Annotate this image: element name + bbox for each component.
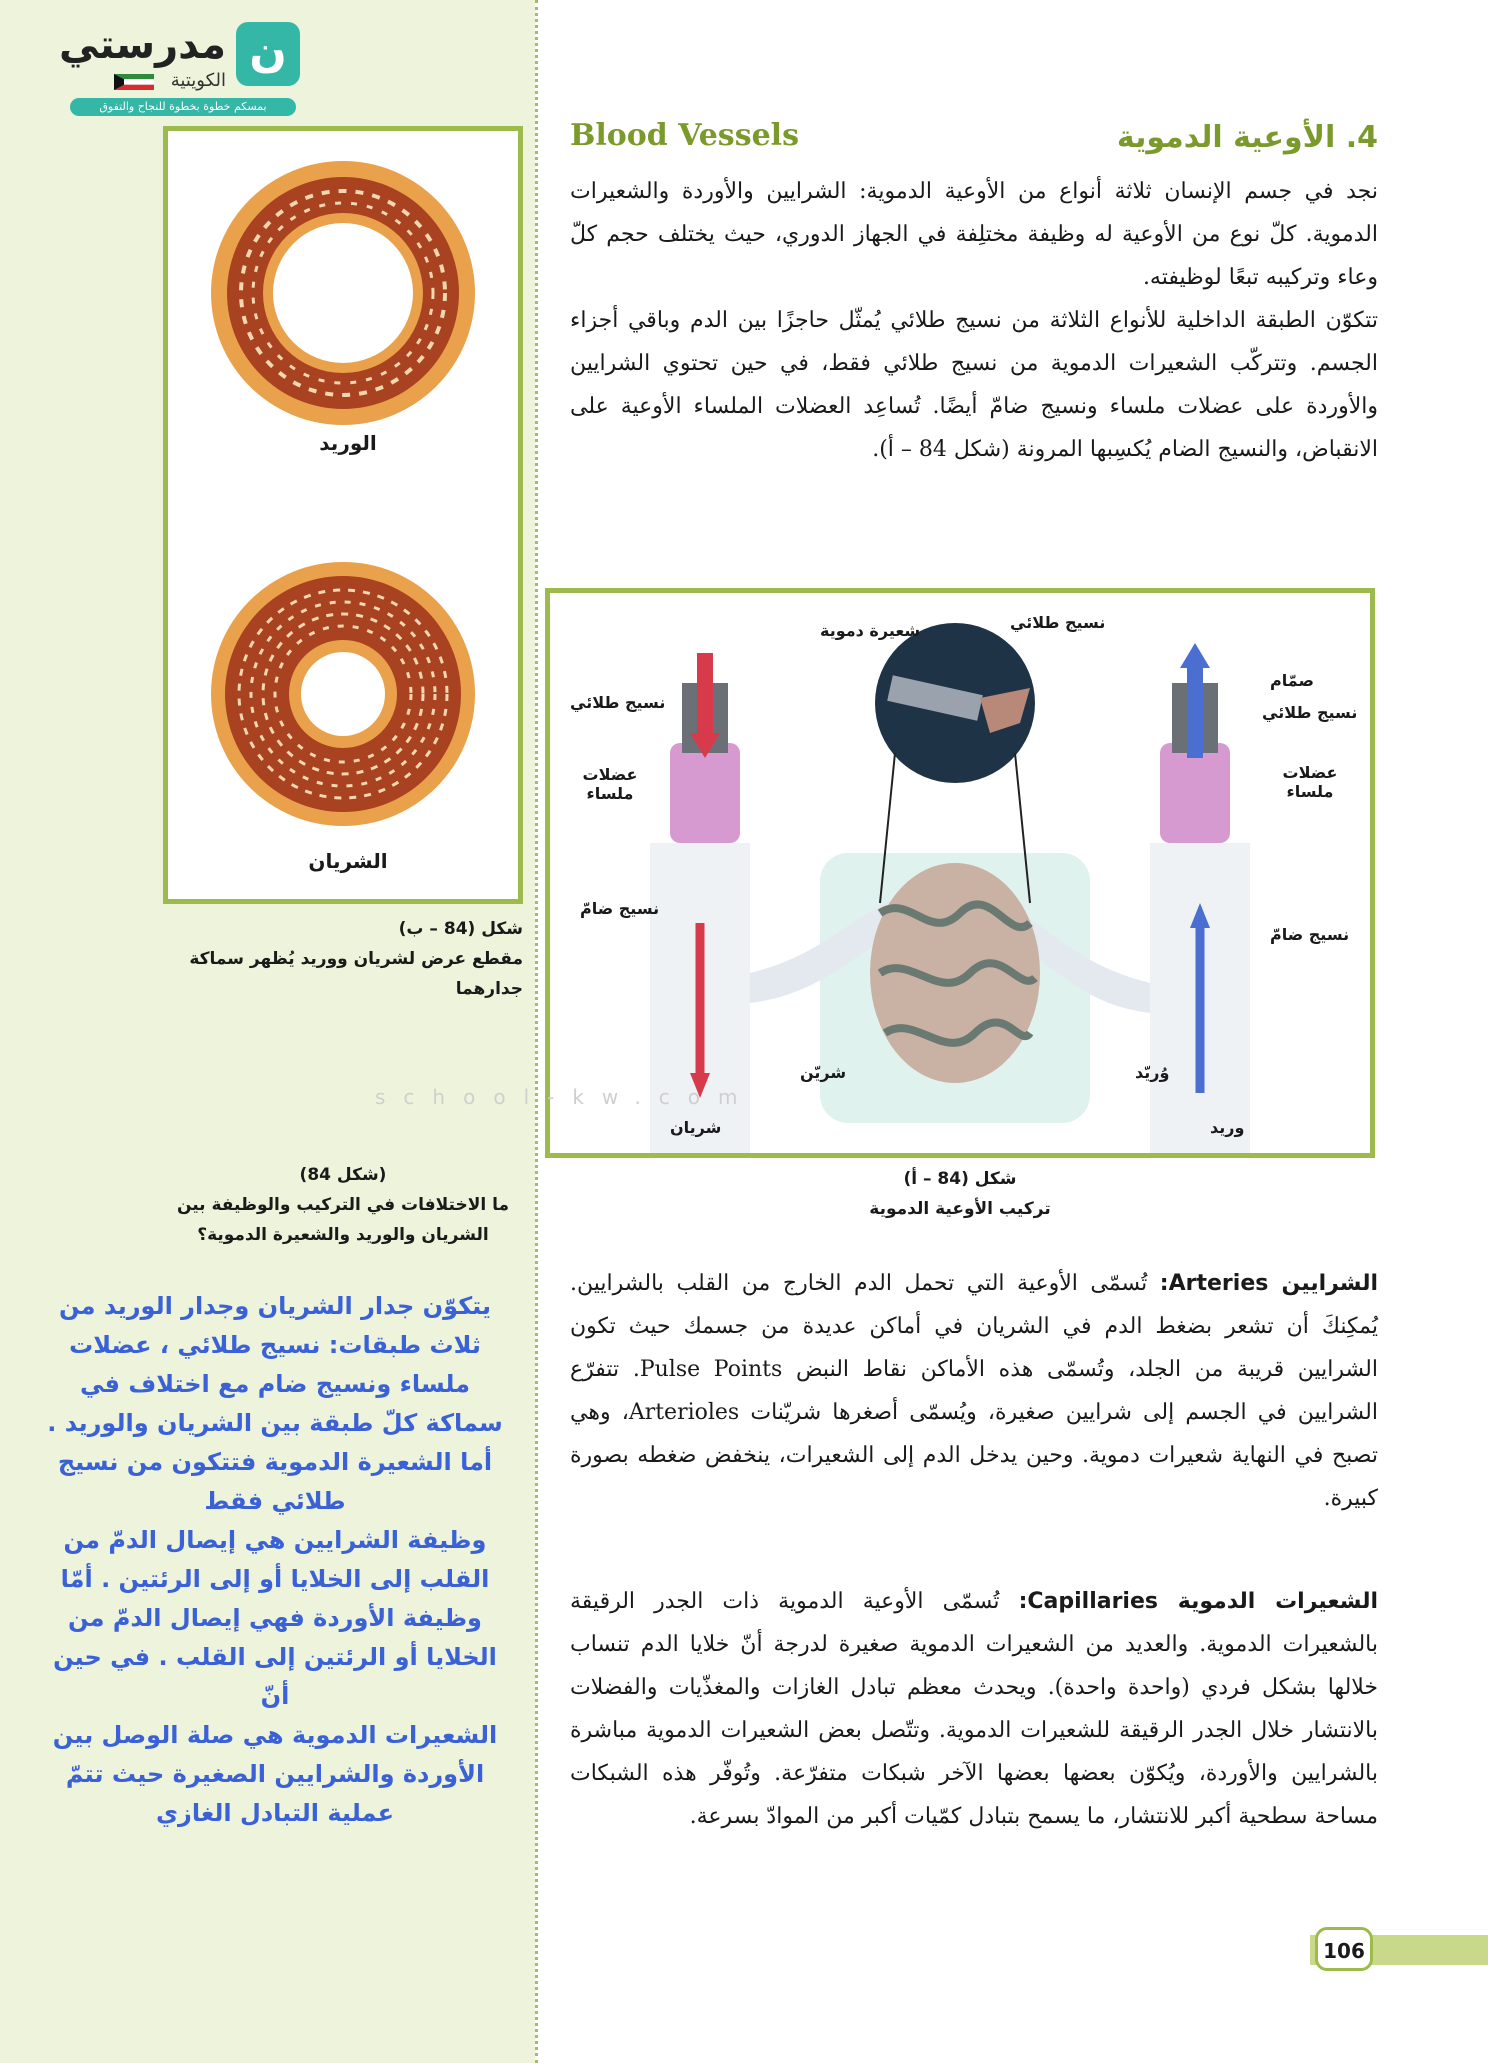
watermark-text: school-kw.com — [375, 1085, 756, 1109]
capillaries-paragraph — [570, 1580, 1378, 1838]
label-epithelial-left: نسيج طلائي — [570, 693, 666, 712]
figure-84b-caption-text: مقطع عرض لشريان ووريد يُظهر سماكة جدارهما — [189, 949, 523, 999]
label-connective-right: نسيج ضامّ — [1270, 925, 1350, 944]
arteries-paragraph — [570, 1262, 1378, 1520]
label-epithelial-top: نسيج طلائي — [1010, 613, 1106, 632]
kuwait-flag-icon — [114, 74, 154, 90]
arteries-term: الشرايين Arteries: — [1159, 1271, 1379, 1296]
label-vein: وريد — [1210, 1118, 1245, 1137]
answer-capillaries: الشعيرات الدموية هي صلة الوصل بين الأوردة والشرايين الصغيرة حيث تتمّ عملية التبادل الغازي — [52, 1721, 498, 1827]
blood-vessels-diagram — [550, 593, 1370, 1153]
label-smooth-muscle-right: عضلات ملساء — [1282, 763, 1338, 801]
section-heading-en: Blood Vessels — [570, 118, 799, 153]
logo-tagline: بمسكم خطوة بخطوة للنجاح والتفوق — [70, 98, 296, 116]
capillaries-term: الشعيرات الدموية Capillaries: — [1018, 1589, 1378, 1614]
label-connective-left: نسيج ضامّ — [580, 899, 660, 918]
capillaries-text: تُسمّى الأوعية الدموية ذات الجدر الرقيقة بالشعيرات الدموية. والعديد من الشعيرات الدموية صغيرة لدرجة أنّ خلايا الدم تنساب خلالها بشكل فردي (واحدة واحدة). ويحدث معظم تبادل الغازات والمغذّيات والفضلات بالانتشار خلال الجدر الرقيقة للشعيرات الدموية. وتتّصل بعض الشعيرات الدموية مباشرة بالشرايين والأوردة، ويُكوّن بعضها بعضها الآخر شبكات متفرّعة. وتُوفّر هذه الشبكات مساحة سطحية أكبر للانتشار، ما يسمح بتبادل كمّيات أكبر من الموادّ بسرعة. — [570, 1589, 1378, 1829]
label-smooth-muscle-left: عضلات ملساء — [582, 765, 638, 803]
label-arteriole: شريّن — [800, 1063, 847, 1082]
figure-84a-caption-title: شكل (84 – أ) — [903, 1169, 1017, 1189]
arteries-text: تُسمّى الأوعية التي تحمل الدم الخارج من القلب بالشرايين. يُمكِنكَ أن تشعر بضغط الدم في الشريان في أماكن عديدة من جسمك حيث تكون الشرايين قريبة من الجلد، وتُسمّى هذه الأماكن نقاط النبض Pulse Points. تتفرّع الشرايين في الجسم إلى شرايين صغيرة، ويُسمّى أصغرها شريّنات Arterioles، وهي تصبح في النهاية شعيرات دموية. وحين يدخل الدم إلى الشعيرات، ينخفض ضغطه بصورة كبيرة. — [570, 1271, 1378, 1511]
logo-name: مدرستي — [58, 22, 226, 68]
answer-function: وظيفة الشرايين هي إيصال الدمّ من القلب إلى الخلايا أو إلى الرئتين . أمّا وظيفة الأوردة فهي إيصال الدمّ من الخلايا أو الرئتين إلى القلب . في حين أنّ — [53, 1526, 497, 1710]
section-heading-ar: 4. الأوعية الدموية — [1116, 120, 1378, 155]
intro-text — [570, 170, 1378, 471]
figure-84a — [545, 588, 1375, 1158]
question-title: (شكل 84) — [299, 1165, 387, 1185]
question-box — [163, 1160, 523, 1250]
figure-84b-caption — [163, 914, 523, 1004]
figure-84b — [163, 126, 523, 904]
vessel-cross-sections — [168, 131, 518, 899]
site-logo[interactable] — [58, 22, 300, 118]
label-artery: شريان — [670, 1118, 722, 1137]
intro-paragraph-1: نجد في جسم الإنسان ثلاثة أنواع من الأوعية الدموية: الشرايين والأوردة والشعيرات الدموية. كلّ نوع من الأوعية له وظيفة مختلِفة في الجهاز الدوري، حيث يختلف حجم كلّ وعاء وتركيبه تبعًا لوظيفته. — [570, 179, 1378, 290]
vein-cross-section — [211, 161, 475, 425]
vein-label: الوريد — [319, 431, 377, 455]
page-number: 106 — [1315, 1927, 1373, 1971]
logo-subtitle: الكويتية — [170, 70, 226, 91]
answer-block — [40, 1287, 510, 1833]
label-valve: صمّام — [1270, 671, 1314, 690]
artery-cross-section — [211, 562, 475, 826]
logo-icon: ن — [236, 22, 300, 86]
answer-structure: يتكوّن جدار الشريان وجدار الوريد من ثلاث طبقات: نسيج طلائي ، عضلات ملساء ونسيج ضام مع اختلاف في سماكة كلّ طبقة بين الشريان والوريد . أما الشعيرة الدموية فتتكون من نسيج طلائي فقط — [47, 1292, 503, 1515]
figure-84a-caption-text: تركيب الأوعية الدموية — [869, 1199, 1051, 1219]
label-epithelial-right: نسيج طلائي — [1262, 703, 1358, 722]
question-text: ما الاختلافات في التركيب والوظيفة بين الشريان والوريد والشعيرة الدموية؟ — [176, 1195, 510, 1245]
label-capillary: شعيرة دموية — [820, 621, 921, 640]
label-venule: وُريّد — [1135, 1063, 1170, 1082]
intro-paragraph-2: تتكوّن الطبقة الداخلية للأنواع الثلاثة من نسيج طلائي يُمثّل حاجزًا بين الدم وباقي أجزاء الجسم. وتتركّب الشعيرات الدموية من نسيج طلائي فقط، في حين تحتوي الشرايين والأوردة على عضلات ملساء ونسيج ضامّ أيضًا. تُساعِد العضلات الملساء الأوعية على الانقباض، والنسيج الضام يُكسِبها المرونة (شكل 84 – أ). — [570, 308, 1378, 462]
artery-label: الشريان — [308, 849, 388, 873]
figure-84a-caption — [545, 1164, 1375, 1224]
figure-84b-caption-title: شكل (84 – ب) — [398, 919, 523, 939]
column-divider — [535, 0, 538, 2063]
